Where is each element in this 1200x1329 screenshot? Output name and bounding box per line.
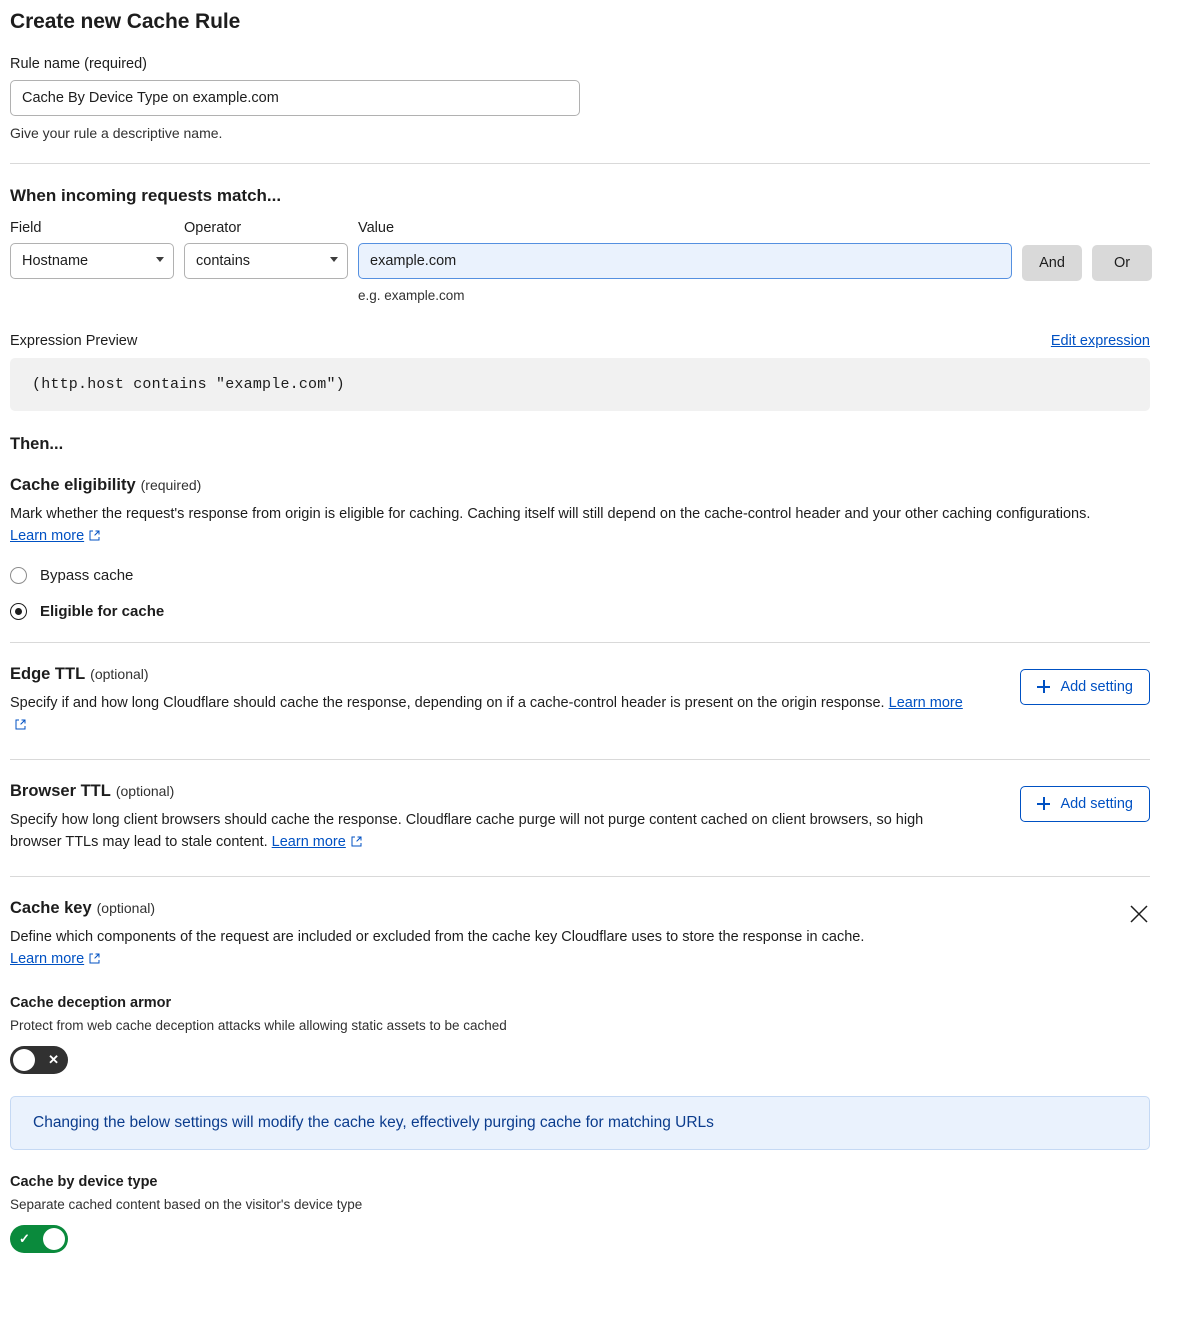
learn-more-link[interactable]: Learn more (10, 528, 85, 545)
field-label: Field (10, 220, 42, 236)
external-link-icon (89, 953, 100, 964)
toggle-knob (43, 1228, 65, 1250)
plus-icon (1037, 680, 1050, 693)
radio-bypass-cache[interactable] (10, 567, 1150, 584)
field-column (10, 220, 174, 279)
cache-by-device-type-title: Cache by device type (10, 1173, 158, 1190)
page-title: Create new Cache Rule (10, 10, 241, 33)
match-row (10, 220, 1150, 303)
operator-label: Operator (184, 220, 242, 236)
cache-by-device-type-description: Separate cached content based on the visitor's device type (10, 1196, 363, 1212)
cache-key-description: Define which components of the request are included or excluded from the cache key Cloudflare uses to store the response in cache. Learn more (10, 928, 865, 968)
expression-preview-text: (http.host contains "example.com") (10, 358, 1150, 411)
operator-select[interactable] (184, 243, 348, 279)
rule-name-input[interactable] (10, 80, 580, 116)
edit-expression-link[interactable]: Edit expression (1050, 333, 1150, 349)
cache-eligibility-title: Cache eligibility (required) (10, 476, 202, 494)
value-input[interactable] (358, 243, 1012, 279)
or-button-wrap (1092, 220, 1152, 281)
value-label: Value (358, 220, 395, 236)
value-column (358, 220, 1012, 303)
learn-more-link[interactable]: Learn more (271, 834, 346, 851)
then-heading: Then... (10, 435, 64, 453)
cache-deception-armor-toggle[interactable] (10, 1046, 68, 1074)
browser-ttl-title: Browser TTL (optional) (10, 781, 175, 800)
toggle-knob (13, 1049, 35, 1071)
external-link-icon (15, 719, 26, 730)
edge-ttl-description: Specify if and how long Cloudflare should cache the response, depending on if a cache-control header is present on the origin response. Learn more (10, 692, 970, 737)
toggle-off-mark: ✕ (48, 1051, 59, 1067)
toggle-on-mark: ✓ (19, 1230, 30, 1246)
and-button[interactable]: And (1022, 245, 1082, 281)
cache-deception-armor-title: Cache deception armor (10, 994, 172, 1011)
edge-ttl-add-setting-button[interactable] (1020, 669, 1150, 705)
value-hint: e.g. example.com (358, 288, 465, 303)
radio-eligible-for-cache[interactable] (10, 603, 1150, 620)
expression-preview-label: Expression Preview (10, 333, 138, 349)
cache-key-section (10, 877, 1150, 1253)
cache-deception-armor-description: Protect from web cache deception attacks while allowing static assets to be cached (10, 1017, 507, 1033)
cache-key-title: Cache key (optional) (10, 898, 156, 917)
and-button-wrap (1022, 220, 1082, 281)
learn-more-link[interactable]: Learn more (888, 694, 963, 711)
browser-ttl-section (10, 760, 1150, 854)
cache-eligibility-section (10, 454, 1150, 620)
radio-icon-selected[interactable] (10, 603, 27, 620)
rule-name-label: Rule name (required) (10, 56, 148, 72)
plus-icon (1037, 797, 1050, 810)
radio-eligible-for-cache-label: Eligible for cache (40, 602, 165, 620)
radio-icon[interactable] (10, 567, 27, 584)
field-select[interactable] (10, 243, 174, 279)
external-link-icon (89, 530, 100, 541)
browser-ttl-add-setting-label: Add setting (1060, 795, 1133, 812)
cache-by-device-type-toggle[interactable] (10, 1225, 68, 1253)
browser-ttl-add-setting-button[interactable] (1020, 786, 1150, 822)
learn-more-link[interactable]: Learn more (10, 951, 85, 968)
cache-key-info-banner: Changing the below settings will modify the cache key, effectively purging cache for matching URLs (10, 1096, 1150, 1150)
field-select-wrap[interactable] (10, 243, 174, 279)
browser-ttl-description: Specify how long client browsers should cache the response. Cloudflare cache purge will not purge content cached on client browsers, so high browser TTLs may lead to stale content. Learn more (10, 811, 924, 851)
or-button[interactable]: Or (1092, 245, 1152, 281)
match-section-heading: When incoming requests match... (10, 186, 282, 205)
edge-ttl-add-setting-label: Add setting (1060, 678, 1133, 695)
external-link-icon (351, 836, 362, 847)
radio-bypass-cache-label: Bypass cache (40, 566, 134, 584)
edge-ttl-title: Edge TTL (optional) (10, 664, 149, 683)
expression-header (10, 333, 1150, 349)
operator-select-wrap[interactable] (184, 243, 348, 279)
cache-eligibility-description: Mark whether the request's response from origin is eligible for caching. Caching itself will still depend on the cache-control header and your other caching configurations. Learn more (10, 506, 1091, 545)
divider-1 (10, 163, 1150, 164)
edge-ttl-section (10, 643, 1150, 737)
close-icon[interactable] (1128, 903, 1150, 925)
operator-column (184, 220, 348, 279)
rule-name-help: Give your rule a descriptive name. (10, 125, 223, 141)
